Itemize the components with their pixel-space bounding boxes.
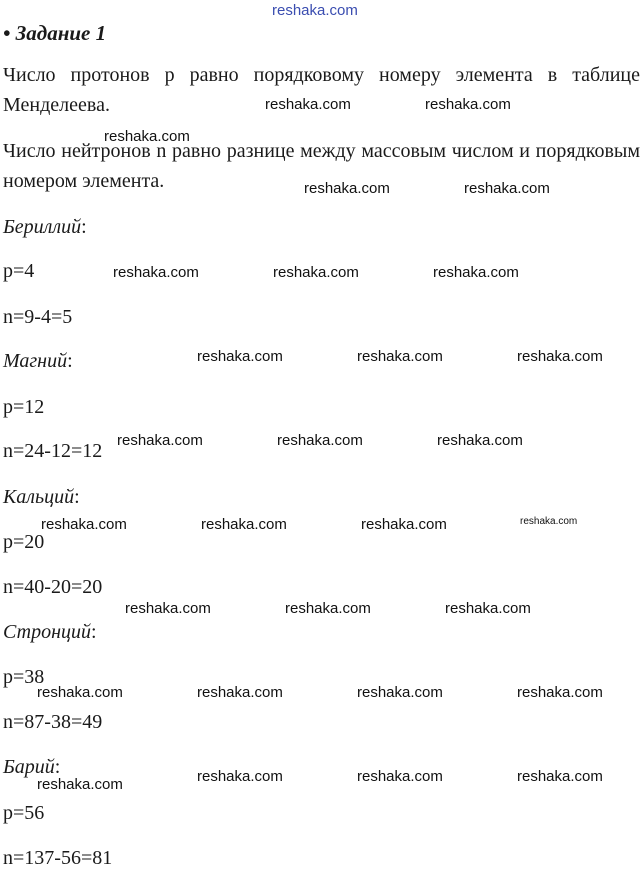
watermark: reshaka.com	[357, 348, 443, 365]
neutrons-magnesium: n=24-12=12	[3, 440, 103, 462]
site-watermark: reshaka.com	[272, 2, 358, 19]
watermark: reshaka.com	[517, 348, 603, 365]
element-label-beryllium: Бериллий:	[3, 216, 87, 238]
watermark: reshaka.com	[197, 768, 283, 785]
neutrons-paragraph: Число нейтронов n равно разнице между массовым числом и порядковым номером элемента.	[3, 140, 640, 192]
element-label-magnesium: Магний:	[3, 350, 73, 372]
watermark: reshaka.com	[517, 768, 603, 785]
watermark: reshaka.com	[197, 684, 283, 701]
protons-strontium: p=38	[3, 666, 45, 688]
neutrons-beryllium: n=9-4=5	[3, 306, 73, 328]
protons-calcium: p=20	[3, 531, 45, 553]
element-label-barium: Барий:	[3, 756, 61, 778]
watermark: reshaka.com	[277, 432, 363, 449]
element-label-strontium: Стронций:	[3, 621, 97, 643]
watermark: reshaka.com	[125, 600, 211, 617]
watermark: reshaka.com	[357, 768, 443, 785]
watermark: reshaka.com	[285, 600, 371, 617]
watermark: reshaka.com	[37, 776, 123, 793]
watermark: reshaka.com	[425, 96, 511, 113]
neutrons-calcium: n=40-20=20	[3, 576, 103, 598]
protons-paragraph: Число протонов p равно порядковому номеру элемента в таблице Менделеева.	[3, 64, 640, 116]
watermark: reshaka.com	[517, 684, 603, 701]
watermark: reshaka.com	[37, 684, 123, 701]
watermark: reshaka.com	[357, 684, 443, 701]
watermark: reshaka.com	[361, 516, 447, 533]
protons-barium: p=56	[3, 802, 45, 824]
protons-magnesium: p=12	[3, 396, 45, 418]
watermark: reshaka.com	[445, 600, 531, 617]
watermark: reshaka.com	[520, 516, 578, 527]
neutrons-strontium: n=87-38=49	[3, 711, 103, 733]
watermark: reshaka.com	[197, 348, 283, 365]
watermark: reshaka.com	[265, 96, 351, 113]
neutrons-barium: n=137-56=81	[3, 847, 113, 869]
watermark: reshaka.com	[113, 264, 199, 281]
protons-beryllium: p=4	[3, 260, 35, 282]
watermark: reshaka.com	[304, 180, 390, 197]
watermark: reshaka.com	[201, 516, 287, 533]
task-heading: • Задание 1	[3, 21, 107, 45]
watermark: reshaka.com	[104, 128, 190, 145]
watermark: reshaka.com	[41, 516, 127, 533]
watermark: reshaka.com	[433, 264, 519, 281]
element-label-calcium: Кальций:	[3, 486, 80, 508]
watermark: reshaka.com	[464, 180, 550, 197]
watermark: reshaka.com	[273, 264, 359, 281]
watermark: reshaka.com	[117, 432, 203, 449]
watermark: reshaka.com	[437, 432, 523, 449]
